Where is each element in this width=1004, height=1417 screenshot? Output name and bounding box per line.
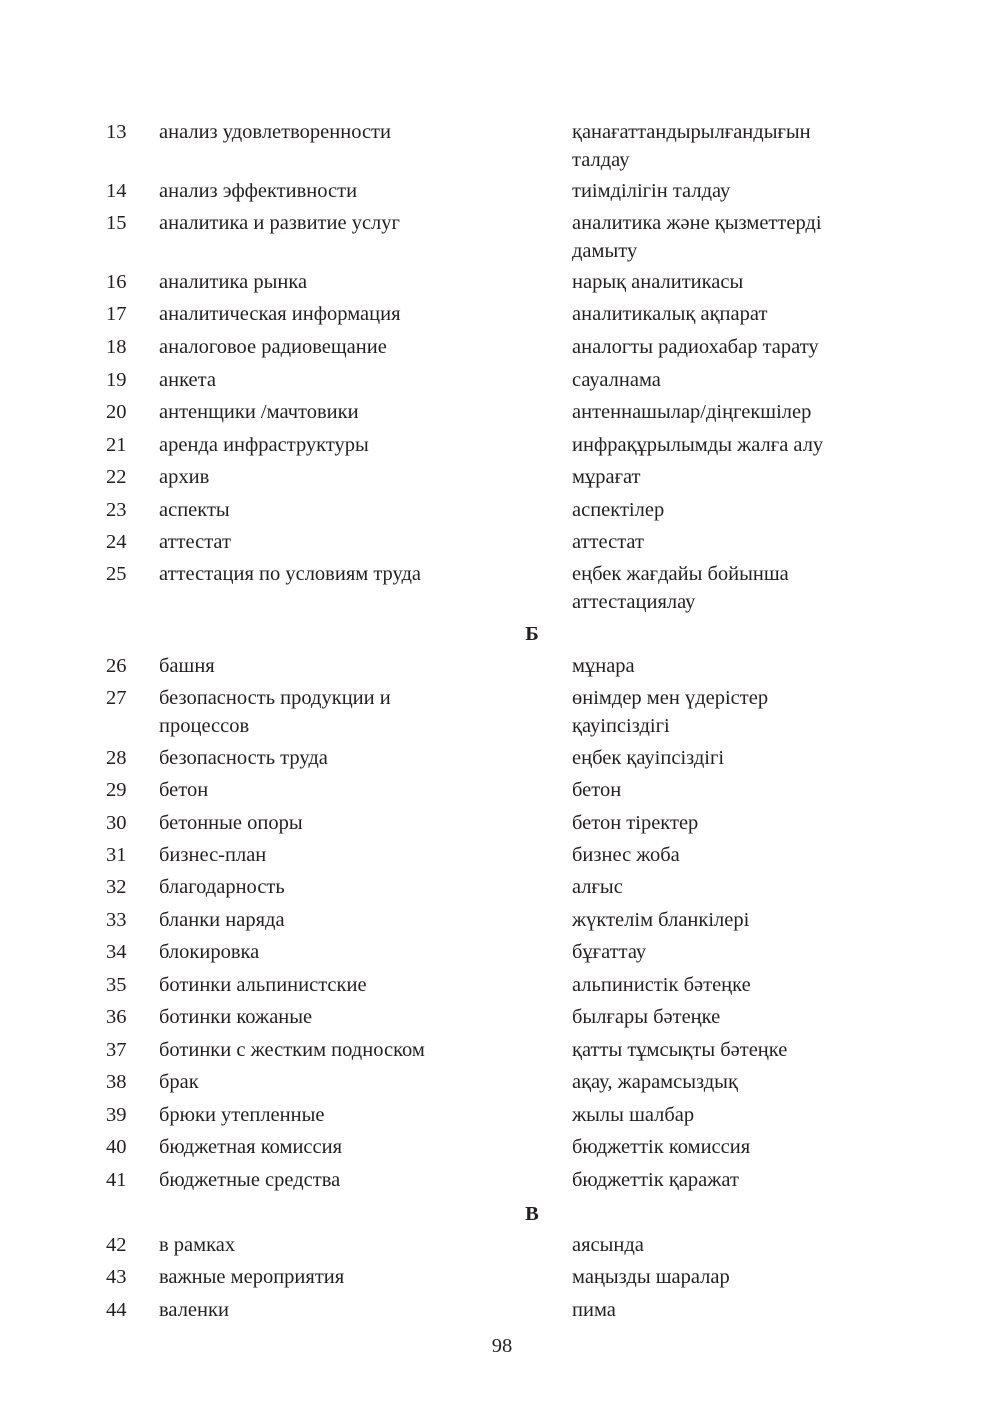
russian-term-line: процессов (159, 715, 250, 737)
kazakh-term-line: қауіпсіздігі (572, 715, 670, 737)
entry-number: 18 (106, 336, 127, 358)
russian-term-line: аналитика рынка (159, 271, 308, 293)
russian-term-line: архив (159, 466, 210, 488)
kazakh-term (572, 776, 972, 804)
russian-term-line: ботинки альпинистские (159, 974, 367, 996)
kazakh-term-line: жылы шалбар (572, 1104, 695, 1126)
kazakh-term-line: альпинистік бәтеңке (572, 974, 751, 996)
russian-term (159, 398, 549, 426)
entry-number: 35 (106, 974, 127, 996)
kazakh-term-line: өнімдер мен үдерістер (572, 687, 769, 709)
kazakh-term (572, 938, 972, 966)
russian-term (159, 463, 549, 491)
kazakh-term-line: аттестациялау (572, 591, 696, 613)
entry-number: 34 (106, 941, 127, 963)
kazakh-term (572, 209, 972, 265)
entry-number: 16 (106, 271, 127, 293)
kazakh-term-line: қатты тұмсықты бәтеңке (572, 1039, 788, 1061)
entry-number: 32 (106, 876, 127, 898)
kazakh-term (572, 463, 972, 491)
entry-number: 27 (106, 687, 127, 709)
kazakh-term (572, 744, 972, 772)
russian-term-line: аттестат (159, 531, 231, 553)
kazakh-term (572, 268, 972, 296)
kazakh-term-line: бетон (572, 779, 622, 801)
russian-term-line: блокировка (159, 941, 260, 963)
kazakh-term-line: еңбек жағдайы бойынша (572, 563, 789, 585)
russian-term (159, 873, 549, 901)
russian-term-line: анкета (159, 369, 216, 391)
russian-term (159, 1068, 549, 1096)
kazakh-term-line: дамыту (572, 240, 638, 262)
russian-term-line: бизнес-план (159, 844, 267, 866)
kazakh-term-line: аналогты радиохабар тарату (572, 336, 819, 358)
kazakh-term (572, 841, 972, 869)
entry-number: 42 (106, 1234, 127, 1256)
russian-term-line: ботинки с жестким подноском (159, 1039, 425, 1061)
russian-term (159, 841, 549, 869)
kazakh-term-line: бұғаттау (572, 941, 647, 963)
entry-number: 44 (106, 1299, 127, 1321)
russian-term-line: аналоговое радиовещание (159, 336, 387, 358)
entry-number: 30 (106, 812, 127, 834)
russian-term (159, 971, 549, 999)
kazakh-term (572, 118, 972, 174)
kazakh-term-line: бетон тіректер (572, 812, 699, 834)
entry-number: 38 (106, 1071, 127, 1093)
kazakh-term-line: мұрағат (572, 466, 641, 488)
kazakh-term-line: аналитика және қызметтерді (572, 212, 822, 234)
russian-term-line: анализ удовлетворенности (159, 121, 391, 143)
russian-term (159, 560, 549, 588)
kazakh-term (572, 1133, 972, 1161)
russian-term (159, 300, 549, 328)
kazakh-term (572, 366, 972, 394)
russian-term-line: аттестация по условиям труда (159, 563, 422, 585)
kazakh-term (572, 684, 972, 740)
russian-term-line: бюджетная комиссия (159, 1136, 343, 1158)
kazakh-term-line: қанағаттандырылғандығын (572, 121, 811, 143)
kazakh-term (572, 652, 972, 680)
entry-number: 43 (106, 1266, 127, 1288)
russian-term-line: аренда инфраструктуры (159, 434, 369, 456)
entry-number: 25 (106, 563, 127, 585)
russian-term-line: брак (159, 1071, 199, 1093)
russian-term-line: бланки наряда (159, 909, 285, 931)
entry-number: 33 (106, 909, 127, 931)
entry-number: 26 (106, 655, 127, 677)
entry-number: 24 (106, 531, 127, 553)
kazakh-term-line: аналитикалық ақпарат (572, 303, 768, 325)
russian-term-line: валенки (159, 1299, 229, 1321)
russian-term-line: аспекты (159, 499, 230, 521)
kazakh-term (572, 431, 972, 459)
russian-term-line: анализ эффективности (159, 180, 358, 202)
russian-term (159, 118, 549, 146)
kazakh-term-line: аспектілер (572, 499, 665, 521)
russian-term (159, 906, 549, 934)
kazakh-term-line: маңызды шаралар (572, 1266, 730, 1288)
kazakh-term-line: тиімділігін талдау (572, 180, 731, 202)
russian-term-line: аналитическая информация (159, 303, 401, 325)
kazakh-term-line: алғыс (572, 876, 623, 898)
russian-term-line: важные мероприятия (159, 1266, 345, 1288)
russian-term-line: ботинки кожаные (159, 1006, 313, 1028)
russian-term-line: аналитика и развитие услуг (159, 212, 400, 234)
section-letter: В (525, 1203, 539, 1225)
kazakh-term-line: бизнес жоба (572, 844, 680, 866)
entry-number: 36 (106, 1006, 127, 1028)
kazakh-term (572, 333, 972, 361)
kazakh-term (572, 177, 972, 205)
kazakh-term-line: инфрақұрылымды жалға алу (572, 434, 824, 456)
russian-term-line: бетонные опоры (159, 812, 303, 834)
kazakh-term (572, 809, 972, 837)
kazakh-term-line: аттестат (572, 531, 644, 553)
entry-number: 41 (106, 1169, 127, 1191)
kazakh-term (572, 560, 972, 616)
russian-term (159, 652, 549, 680)
russian-term (159, 1296, 549, 1324)
kazakh-term (572, 1068, 972, 1096)
entry-number: 13 (106, 121, 127, 143)
russian-term-line: бетон (159, 779, 209, 801)
page-number: 98 (491, 1335, 513, 1357)
kazakh-term (572, 496, 972, 524)
entry-number: 31 (106, 844, 127, 866)
kazakh-term (572, 1166, 972, 1194)
russian-term (159, 177, 549, 205)
russian-term-line: благодарность (159, 876, 285, 898)
russian-term (159, 776, 549, 804)
kazakh-term-line: мұнара (572, 655, 635, 677)
kazakh-term (572, 971, 972, 999)
kazakh-term (572, 1231, 972, 1259)
entry-number: 28 (106, 747, 127, 769)
entry-number: 37 (106, 1039, 127, 1061)
kazakh-term (572, 528, 972, 556)
russian-term-line: в рамках (159, 1234, 236, 1256)
russian-term-line: бюджетные средства (159, 1169, 341, 1191)
kazakh-term (572, 1263, 972, 1291)
kazakh-term-line: бюджеттік комиссия (572, 1136, 751, 1158)
section-letter: Б (525, 623, 539, 645)
russian-term-line: безопасность труда (159, 747, 328, 769)
entry-number: 14 (106, 180, 127, 202)
kazakh-term-line: сауалнама (572, 369, 661, 391)
russian-term (159, 431, 549, 459)
kazakh-term-line: ақау, жарамсыздық (572, 1071, 738, 1093)
russian-term-line: антенщики /мачтовики (159, 401, 359, 423)
kazakh-term-line: жүктелім бланкілері (572, 909, 750, 931)
russian-term (159, 268, 549, 296)
entry-number: 40 (106, 1136, 127, 1158)
kazakh-term-line: пима (572, 1299, 616, 1321)
russian-term (159, 1036, 549, 1064)
russian-term (159, 809, 549, 837)
entry-number: 29 (106, 779, 127, 801)
russian-term (159, 684, 549, 740)
kazakh-term-line: антеннашылар/діңгекшілер (572, 401, 812, 423)
kazakh-term (572, 1003, 972, 1031)
kazakh-term (572, 300, 972, 328)
kazakh-term-line: бюджеттік қаражат (572, 1169, 739, 1191)
entry-number: 20 (106, 401, 127, 423)
entry-number: 21 (106, 434, 127, 456)
russian-term-line: безопасность продукции и (159, 687, 391, 709)
kazakh-term (572, 398, 972, 426)
russian-term-line: брюки утепленные (159, 1104, 325, 1126)
russian-term (159, 744, 549, 772)
entry-number: 39 (106, 1104, 127, 1126)
russian-term (159, 1101, 549, 1129)
kazakh-term (572, 1296, 972, 1324)
kazakh-term (572, 906, 972, 934)
kazakh-term-line: еңбек қауіпсіздігі (572, 747, 725, 769)
russian-term (159, 1166, 549, 1194)
kazakh-term-line: нарық аналитикасы (572, 271, 744, 293)
russian-term (159, 333, 549, 361)
kazakh-term-line: былғары бәтеңке (572, 1006, 721, 1028)
kazakh-term (572, 873, 972, 901)
entry-number: 22 (106, 466, 127, 488)
russian-term (159, 938, 549, 966)
russian-term (159, 366, 549, 394)
entry-number: 17 (106, 303, 127, 325)
russian-term-line: башня (159, 655, 215, 677)
kazakh-term-line: аясында (572, 1234, 644, 1256)
kazakh-term-line: талдау (572, 149, 630, 171)
entry-number: 19 (106, 369, 127, 391)
russian-term (159, 209, 549, 237)
entry-number: 15 (106, 212, 127, 234)
russian-term (159, 496, 549, 524)
russian-term (159, 1003, 549, 1031)
entry-number: 23 (106, 499, 127, 521)
russian-term (159, 1231, 549, 1259)
russian-term (159, 528, 549, 556)
russian-term (159, 1133, 549, 1161)
russian-term (159, 1263, 549, 1291)
kazakh-term (572, 1036, 972, 1064)
kazakh-term (572, 1101, 972, 1129)
